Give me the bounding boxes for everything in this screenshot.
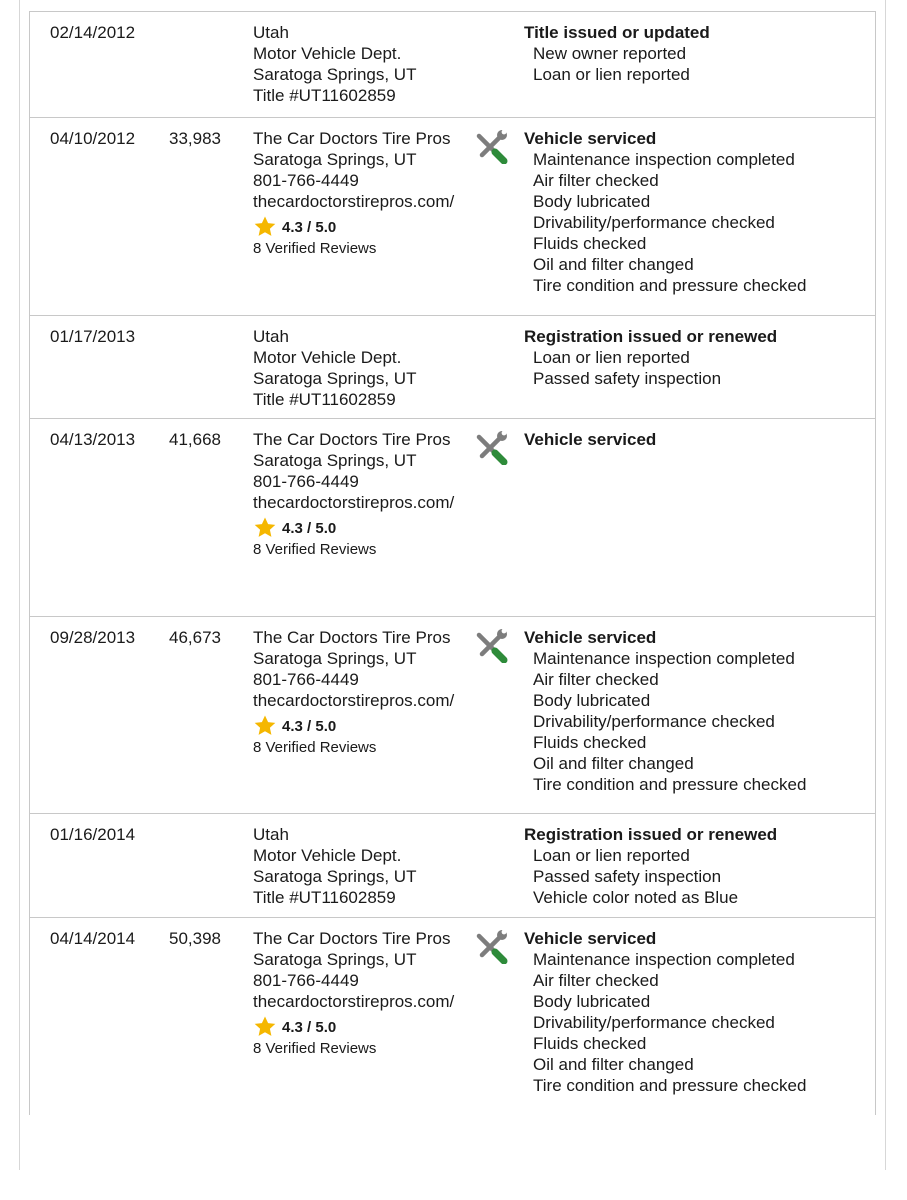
odometer-reading: 50,398 bbox=[169, 929, 221, 948]
source-line: Saratoga Springs, UT bbox=[253, 867, 417, 886]
event-item: Air filter checked bbox=[533, 670, 659, 689]
event-title: Vehicle serviced bbox=[524, 628, 657, 647]
shop-website-link[interactable]: thecardoctorstirepros.com/ bbox=[253, 992, 455, 1011]
event-item: Oil and filter changed bbox=[533, 255, 694, 274]
star-icon bbox=[253, 215, 277, 239]
shop-name: The Car Doctors Tire Pros bbox=[253, 929, 451, 948]
record-date: 04/10/2012 bbox=[50, 129, 136, 148]
history-row bbox=[30, 316, 875, 419]
rating-value: 4.3 / 5.0 bbox=[282, 1018, 337, 1036]
shop-rating bbox=[253, 216, 473, 238]
shop-rating bbox=[253, 517, 473, 539]
event-item: Air filter checked bbox=[533, 971, 659, 990]
event-item: Fluids checked bbox=[533, 733, 647, 752]
source-line: Saratoga Springs, UT bbox=[253, 369, 417, 388]
record-date: 04/13/2013 bbox=[50, 430, 136, 449]
event-item: Vehicle color noted as Blue bbox=[533, 888, 739, 907]
source-line: Title #UT11602859 bbox=[253, 86, 396, 105]
event-item: Body lubricated bbox=[533, 691, 651, 710]
reviews-link[interactable]: 8 Verified Reviews bbox=[253, 240, 377, 257]
record-source bbox=[253, 429, 473, 561]
event-item: Oil and filter changed bbox=[533, 754, 694, 773]
shop-rating bbox=[253, 1016, 473, 1038]
shop-phone: 801-766-4449 bbox=[253, 670, 359, 689]
record-details bbox=[524, 928, 806, 1096]
event-item: Body lubricated bbox=[533, 192, 651, 211]
event-title: Vehicle serviced bbox=[524, 929, 657, 948]
event-item: Maintenance inspection completed bbox=[533, 950, 795, 969]
record-source bbox=[253, 627, 473, 759]
wrench-screwdriver-icon bbox=[475, 431, 509, 465]
source-line: Saratoga Springs, UT bbox=[253, 65, 417, 84]
event-item: New owner reported bbox=[533, 44, 687, 63]
wrench-screwdriver-icon bbox=[475, 930, 509, 964]
rating-value: 4.3 / 5.0 bbox=[282, 717, 337, 735]
history-row bbox=[30, 617, 875, 814]
source-line: Motor Vehicle Dept. bbox=[253, 348, 402, 367]
shop-name: The Car Doctors Tire Pros bbox=[253, 430, 451, 449]
event-item: Fluids checked bbox=[533, 1034, 647, 1053]
shop-website-link[interactable]: thecardoctorstirepros.com/ bbox=[253, 493, 455, 512]
record-details bbox=[524, 627, 806, 795]
event-item: Maintenance inspection completed bbox=[533, 150, 795, 169]
event-item: Air filter checked bbox=[533, 171, 659, 190]
event-item: Oil and filter changed bbox=[533, 1055, 694, 1074]
record-source bbox=[253, 22, 473, 106]
event-title: Vehicle serviced bbox=[524, 430, 657, 449]
source-line: Motor Vehicle Dept. bbox=[253, 44, 402, 63]
odometer-reading: 41,668 bbox=[169, 430, 221, 449]
event-item: Maintenance inspection completed bbox=[533, 649, 795, 668]
event-title: Title issued or updated bbox=[524, 23, 710, 42]
event-item: Fluids checked bbox=[533, 234, 647, 253]
record-source bbox=[253, 824, 473, 908]
source-line: Utah bbox=[253, 327, 289, 346]
event-title: Registration issued or renewed bbox=[524, 327, 778, 346]
source-line: Utah bbox=[253, 825, 289, 844]
record-details bbox=[524, 429, 656, 450]
record-date: 01/17/2013 bbox=[50, 327, 136, 346]
star-icon bbox=[253, 1015, 277, 1039]
shop-phone: 801-766-4449 bbox=[253, 971, 359, 990]
shop-name: The Car Doctors Tire Pros bbox=[253, 628, 451, 647]
reviews-link[interactable]: 8 Verified Reviews bbox=[253, 1040, 377, 1057]
record-date: 01/16/2014 bbox=[50, 825, 136, 844]
record-details bbox=[524, 326, 777, 389]
record-date: 02/14/2012 bbox=[50, 23, 136, 42]
event-item: Loan or lien reported bbox=[533, 846, 690, 865]
rating-value: 4.3 / 5.0 bbox=[282, 218, 337, 236]
record-source bbox=[253, 326, 473, 410]
shop-website-link[interactable]: thecardoctorstirepros.com/ bbox=[253, 192, 455, 211]
wrench-screwdriver-icon bbox=[475, 629, 509, 663]
record-details bbox=[524, 824, 777, 908]
event-item: Tire condition and pressure checked bbox=[533, 1076, 807, 1095]
history-row bbox=[30, 814, 875, 918]
reviews-link[interactable]: 8 Verified Reviews bbox=[253, 541, 377, 558]
source-line: Title #UT11602859 bbox=[253, 390, 396, 409]
history-row bbox=[30, 118, 875, 316]
event-title: Vehicle serviced bbox=[524, 129, 657, 148]
event-item: Drivability/performance checked bbox=[533, 712, 775, 731]
event-item: Body lubricated bbox=[533, 992, 651, 1011]
shop-name: The Car Doctors Tire Pros bbox=[253, 129, 451, 148]
event-item: Passed safety inspection bbox=[533, 867, 722, 886]
star-icon bbox=[253, 516, 277, 540]
shop-location: Saratoga Springs, UT bbox=[253, 649, 417, 668]
event-item: Passed safety inspection bbox=[533, 369, 722, 388]
event-item: Tire condition and pressure checked bbox=[533, 775, 807, 794]
record-details bbox=[524, 128, 806, 296]
source-line: Utah bbox=[253, 23, 289, 42]
event-item: Loan or lien reported bbox=[533, 65, 690, 84]
vehicle-history-table bbox=[29, 11, 876, 1115]
shop-rating bbox=[253, 715, 473, 737]
shop-location: Saratoga Springs, UT bbox=[253, 150, 417, 169]
event-item: Drivability/performance checked bbox=[533, 213, 775, 232]
event-item: Loan or lien reported bbox=[533, 348, 690, 367]
wrench-screwdriver-icon bbox=[475, 130, 509, 164]
record-date: 04/14/2014 bbox=[50, 929, 136, 948]
rating-value: 4.3 / 5.0 bbox=[282, 519, 337, 537]
history-row bbox=[30, 918, 875, 1115]
shop-website-link[interactable]: thecardoctorstirepros.com/ bbox=[253, 691, 455, 710]
event-item: Drivability/performance checked bbox=[533, 1013, 775, 1032]
shop-location: Saratoga Springs, UT bbox=[253, 950, 417, 969]
record-source bbox=[253, 928, 473, 1060]
shop-phone: 801-766-4449 bbox=[253, 171, 359, 190]
record-source bbox=[253, 128, 473, 260]
history-row bbox=[30, 419, 875, 617]
odometer-reading: 33,983 bbox=[169, 129, 221, 148]
source-line: Motor Vehicle Dept. bbox=[253, 846, 402, 865]
star-icon bbox=[253, 714, 277, 738]
reviews-link[interactable]: 8 Verified Reviews bbox=[253, 739, 377, 756]
odometer-reading: 46,673 bbox=[169, 628, 221, 647]
source-line: Title #UT11602859 bbox=[253, 888, 396, 907]
shop-location: Saratoga Springs, UT bbox=[253, 451, 417, 470]
record-date: 09/28/2013 bbox=[50, 628, 136, 647]
record-details bbox=[524, 22, 710, 85]
event-item: Tire condition and pressure checked bbox=[533, 276, 807, 295]
event-title: Registration issued or renewed bbox=[524, 825, 778, 844]
shop-phone: 801-766-4449 bbox=[253, 472, 359, 491]
history-row bbox=[30, 12, 875, 118]
